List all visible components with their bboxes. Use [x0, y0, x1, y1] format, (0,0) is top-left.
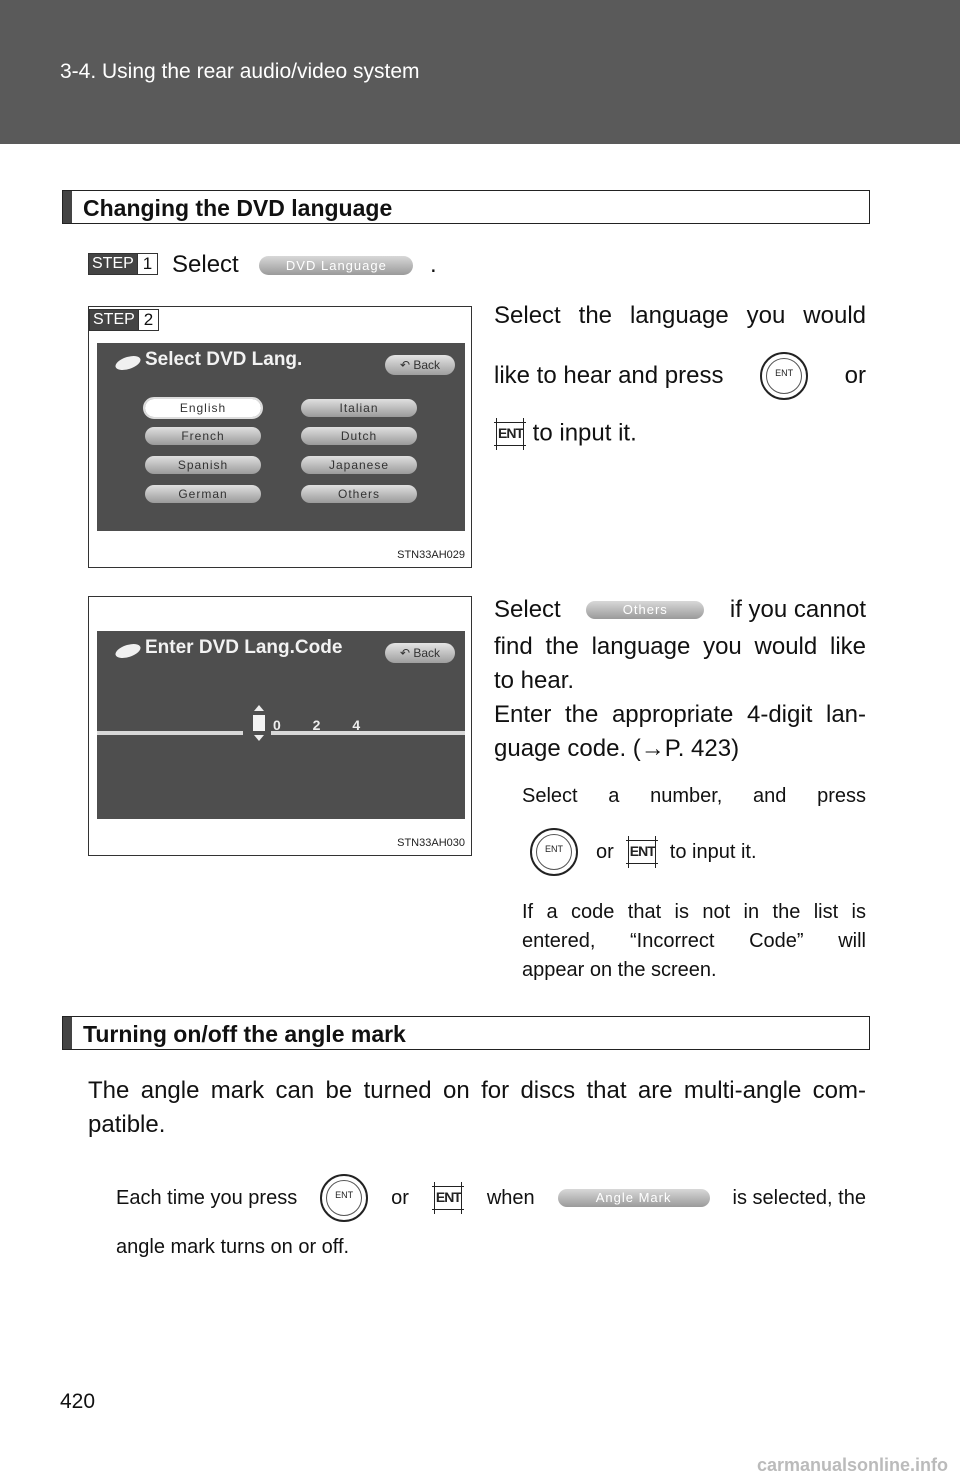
note-2-line-2: entered, “Incorrect Code” will: [522, 930, 866, 952]
ent-key-icon: ENT: [626, 836, 658, 868]
angle-note-line-2: angle mark turns on or off.: [116, 1236, 350, 1258]
language-french-button[interactable]: French: [145, 427, 261, 445]
cursor-box: [253, 715, 265, 731]
ent-knob-icon: ENT: [530, 828, 578, 876]
language-japanese-button[interactable]: Japanese: [301, 456, 417, 474]
page-number: 420: [60, 1390, 96, 1413]
step-1-badge: STEP 1: [88, 253, 158, 275]
language-spanish-button[interactable]: Spanish: [145, 456, 261, 474]
screen-title: Select DVD Lang.: [145, 349, 303, 370]
step-2-line-2: like to hear and press ENT or: [494, 352, 866, 400]
arrow-down-icon[interactable]: [254, 735, 264, 741]
arrow-up-icon[interactable]: [254, 705, 264, 711]
disc-logo-icon: [114, 641, 142, 660]
disc-logo-icon: [114, 353, 142, 372]
ent-knob-icon: ENT: [760, 352, 808, 400]
enter-dvd-lang-code-image: [88, 596, 472, 856]
ent-key-icon: ENT: [494, 418, 526, 450]
ent-key-icon: ENT: [432, 1182, 464, 1214]
section-title-bar: [62, 190, 870, 224]
section-title: Turning on/off the angle mark: [83, 1021, 406, 1047]
others-button[interactable]: Others: [586, 601, 704, 619]
header-band: [0, 0, 960, 144]
select-dvd-lang-screen: [97, 343, 465, 531]
ent-knob-icon: ENT: [320, 1174, 368, 1222]
back-button[interactable]: ↶ Back: [385, 643, 455, 663]
back-button[interactable]: ↶ Back: [385, 355, 455, 375]
language-english-button[interactable]: English: [145, 399, 261, 417]
note-1-line-2: ENT or ENT to input it.: [530, 828, 757, 876]
step-2-badge: STEP 2: [89, 309, 159, 331]
angle-line-2: patible.: [88, 1111, 166, 1138]
language-dutch-button[interactable]: Dutch: [301, 427, 417, 445]
select-dvd-lang-image: [88, 306, 472, 568]
angle-line-1: The angle mark can be turned on for discs that are multi-angle com-: [88, 1077, 866, 1104]
image-code: STN33AH030: [397, 837, 465, 849]
dvd-language-button[interactable]: DVD Language: [259, 256, 413, 275]
others-line-4: Enter the appropriate 4-digit lan-: [494, 701, 866, 728]
watermark: carmanualsonline.info: [756, 1455, 948, 1475]
angle-note-line-1: Each time you press ENT or ENT when Angle Mark is selected, the: [116, 1174, 866, 1222]
others-line-1: Select Others if you cannot: [494, 596, 866, 623]
section-title-bar: [62, 1016, 870, 1050]
step-2-line-1: Select the language you would: [494, 302, 866, 329]
angle-mark-button[interactable]: Angle Mark: [558, 1189, 710, 1207]
step-2-line-3: ENT to input it.: [494, 418, 637, 450]
code-digits: 0 2 4: [273, 717, 375, 733]
language-german-button[interactable]: German: [145, 485, 261, 503]
note-2-line-1: If a code that is not in the list is: [522, 901, 866, 923]
section-heading: 3-4. Using the rear audio/video system: [60, 60, 420, 83]
others-line-5: guage code. (→P. 423): [494, 735, 740, 762]
language-italian-button[interactable]: Italian: [301, 399, 417, 417]
enter-dvd-lang-code-screen: [97, 631, 465, 819]
screen-title: Enter DVD Lang.Code: [145, 637, 343, 658]
note-1-line-1: Select a number, and press: [522, 785, 866, 807]
image-code: STN33AH029: [397, 549, 465, 561]
note-2-line-3: appear on the screen.: [522, 959, 717, 981]
section-title: Changing the DVD language: [83, 195, 393, 221]
others-line-2: find the language you would like: [494, 633, 866, 660]
others-line-3: to hear.: [494, 667, 575, 694]
language-others-button[interactable]: Others: [301, 485, 417, 503]
step-1-text: Select DVD Language .: [172, 251, 437, 278]
